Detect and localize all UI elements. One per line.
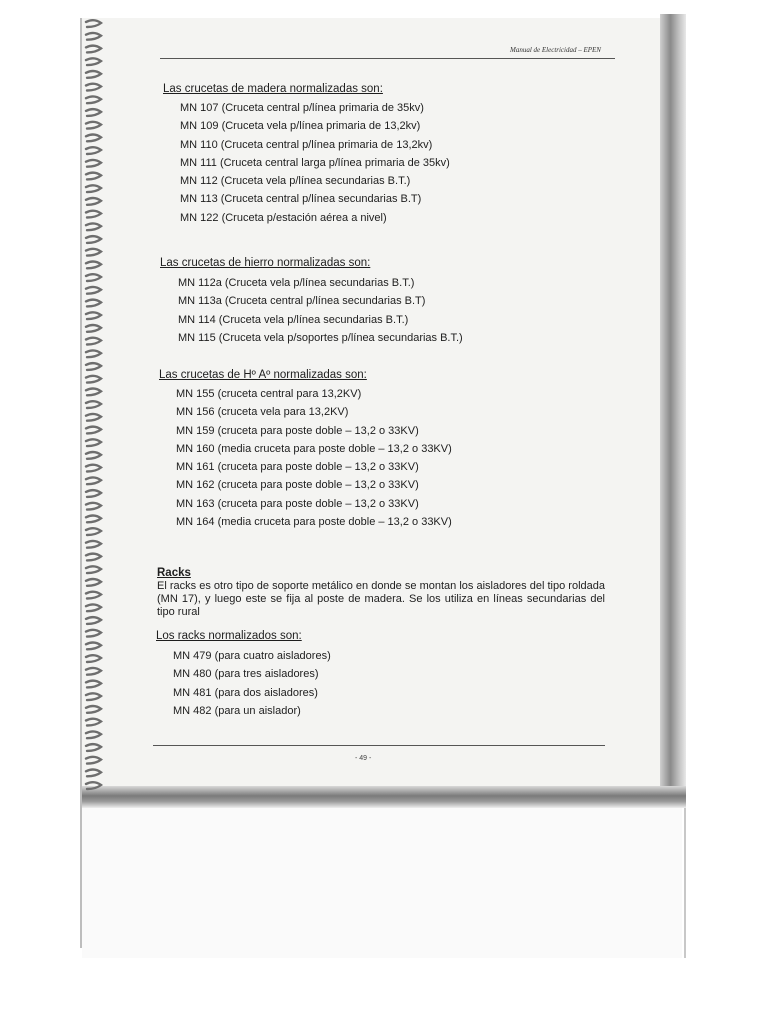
spiral-coil xyxy=(86,477,101,484)
lower-page-edge xyxy=(684,808,686,958)
spiral-coil xyxy=(86,84,101,91)
list-item: MN 164 (media cruceta para poste doble – 13,2 o 33KV) xyxy=(176,516,452,529)
running-header: Manual de Electricidad – EPEN xyxy=(510,46,601,54)
spiral-coil xyxy=(86,706,101,713)
list-item: MN 115 (Cruceta vela p/soportes p/línea secundarias B.T.) xyxy=(178,331,463,344)
page-right-edge-shadow xyxy=(660,14,686,804)
spiral-coil xyxy=(86,287,101,294)
list-item: MN 112 (Cruceta vela p/línea secundarias B.T.) xyxy=(180,175,411,188)
spiral-coil xyxy=(86,58,101,65)
spiral-coil xyxy=(86,719,101,726)
spiral-coil xyxy=(86,516,101,523)
spiral-coil xyxy=(86,693,101,700)
list-item: MN 160 (media cruceta para poste doble – 13,2 o 33KV) xyxy=(176,442,452,455)
spiral-coil xyxy=(86,770,101,777)
spiral-coil xyxy=(86,363,101,370)
list-item: MN 111 (Cruceta central larga p/línea primaria de 35kv) xyxy=(180,156,450,169)
spiral-coil xyxy=(86,71,101,78)
spiral-coil xyxy=(86,274,101,281)
list-item: MN 113 (Cruceta central p/línea secundarias B.T) xyxy=(180,193,422,206)
spiral-coil xyxy=(86,33,101,40)
page-bottom-edge-shadow xyxy=(82,786,686,808)
spiral-coil xyxy=(86,528,101,535)
list-item: MN 162 (cruceta para poste doble – 13,2 o 33KV) xyxy=(176,479,419,492)
list-crucetas-madera xyxy=(180,99,450,227)
spiral-coil xyxy=(86,604,101,611)
list-item: MN 112a (Cruceta vela p/línea secundarias B.T.) xyxy=(178,277,415,289)
section-heading-hierro: Las crucetas de hierro normalizadas son: xyxy=(160,257,371,269)
spiral-coil xyxy=(86,46,101,53)
list-item: MN 159 (cruceta para poste doble – 13,2 o 33KV) xyxy=(176,424,419,437)
section-heading-madera: Las crucetas de madera normalizadas son: xyxy=(163,83,383,95)
section-heading-hormigon: Las crucetas de Hº Aº normalizadas son: xyxy=(159,369,367,381)
racks-title: Racks xyxy=(157,567,191,579)
spiral-coil xyxy=(86,325,101,332)
spiral-coil xyxy=(86,135,101,142)
racks-paragraph: El racks es otro tipo de soporte metálico en donde se montan los aisladores del tipo roldada (MN 17), y luego este se fija al poste de madera. Se los utiliza en líneas secundarias del tipo rural xyxy=(157,580,605,618)
section-heading-racks: Los racks normalizados son: xyxy=(156,630,302,642)
spiral-coil xyxy=(86,211,101,218)
list-item: MN 114 (Cruceta vela p/línea secundarias B.T.) xyxy=(178,313,409,326)
spiral-coil xyxy=(86,630,101,637)
spiral-coil xyxy=(86,122,101,129)
spiral-coil xyxy=(86,681,101,688)
list-item: MN 107 (Cruceta central p/línea primaria de 35kv) xyxy=(180,102,424,114)
spiral-coil xyxy=(86,173,101,180)
list-item: MN 479 (para cuatro aisladores) xyxy=(173,650,331,662)
spiral-coil xyxy=(86,20,101,27)
list-item: MN 110 (Cruceta central p/línea primaria de 13,2kv) xyxy=(180,138,433,151)
list-item: MN 122 (Cruceta p/estación aérea a nivel) xyxy=(180,211,387,224)
spiral-coil xyxy=(86,757,101,764)
spiral-coil xyxy=(86,554,101,561)
spiral-coil xyxy=(86,566,101,573)
spiral-coil xyxy=(86,503,101,510)
spiral-coil xyxy=(86,465,101,472)
spiral-coil xyxy=(86,300,101,307)
spiral-coil xyxy=(86,312,101,319)
spiral-coil xyxy=(86,744,101,751)
spiral-coil xyxy=(86,579,101,586)
list-item: MN 156 (cruceta vela para 13,2KV) xyxy=(176,406,349,419)
list-item: MN 481 (para dos aisladores) xyxy=(173,686,318,699)
spiral-coil xyxy=(86,401,101,408)
spiral-coil xyxy=(86,147,101,154)
spiral-coil xyxy=(86,376,101,383)
spiral-coil xyxy=(86,350,101,357)
spiral-coil xyxy=(86,731,101,738)
spiral-coil xyxy=(86,389,101,396)
footer-rule xyxy=(153,745,605,746)
spiral-coil xyxy=(86,668,101,675)
spiral-coil xyxy=(86,782,101,789)
spiral-coil xyxy=(86,427,101,434)
list-racks xyxy=(173,647,331,720)
list-item: MN 163 (cruceta para poste doble – 13,2 o 33KV) xyxy=(176,497,419,510)
lower-page-background xyxy=(82,808,682,958)
list-crucetas-hierro xyxy=(178,274,463,347)
header-rule xyxy=(160,58,615,59)
spiral-binding-icon xyxy=(84,16,104,796)
list-item: MN 161 (cruceta para poste doble – 13,2 o 33KV) xyxy=(176,461,419,474)
spiral-coil xyxy=(86,109,101,116)
list-item: MN 155 (cruceta central para 13,2KV) xyxy=(176,388,362,400)
spiral-coil xyxy=(86,541,101,548)
spiral-coil xyxy=(86,249,101,256)
spiral-coil xyxy=(86,490,101,497)
spiral-coil xyxy=(86,198,101,205)
spiral-coil xyxy=(86,617,101,624)
list-item: MN 113a (Cruceta central p/línea secundarias B.T) xyxy=(178,295,426,308)
list-item: MN 480 (para tres aisladores) xyxy=(173,668,319,681)
spiral-coil xyxy=(86,338,101,345)
spiral-coil xyxy=(86,439,101,446)
list-item: MN 482 (para un aislador) xyxy=(173,704,301,717)
spiral-coil xyxy=(86,414,101,421)
spiral-coil xyxy=(86,592,101,599)
spiral-coil xyxy=(86,236,101,243)
spiral-coil xyxy=(86,96,101,103)
spiral-coil xyxy=(86,452,101,459)
spiral-coil xyxy=(86,655,101,662)
page-number: - 49 - xyxy=(355,755,372,762)
page-left-edge xyxy=(80,18,82,948)
spiral-coil xyxy=(86,223,101,230)
list-item: MN 109 (Cruceta vela p/línea primaria de 13,2kv) xyxy=(180,120,421,133)
spiral-coil xyxy=(86,160,101,167)
list-crucetas-hormigon xyxy=(176,385,452,531)
spiral-coil xyxy=(86,262,101,269)
spiral-coil xyxy=(86,185,101,192)
spiral-coil xyxy=(86,643,101,650)
